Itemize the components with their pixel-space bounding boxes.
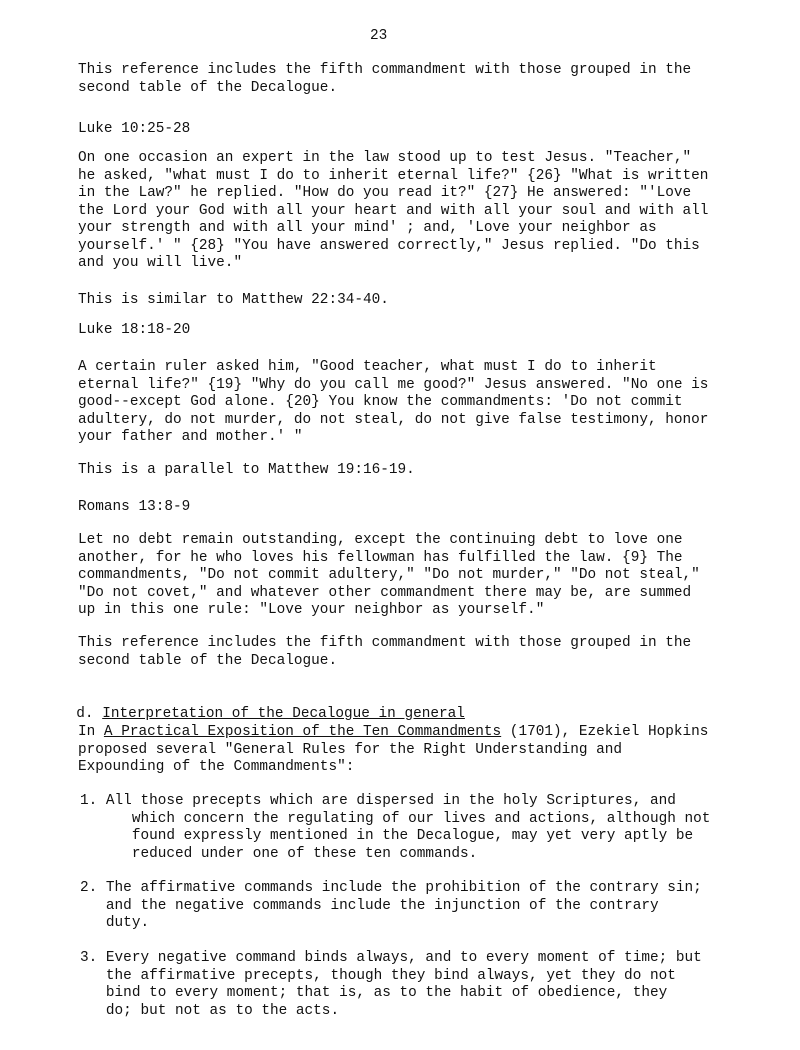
paragraph-parallel-matthew: This is a parallel to Matthew 19:16-19. [78,462,415,478]
intro-rest: (1701), Ezekiel Hopkins proposed several "General Rules for the Right Understanding and Expounding of the Commandments": [78,724,709,775]
intro-lead: In [78,724,104,740]
section-heading-d [59,688,465,723]
rule-text: 3. Every negative command binds always, and to every moment of time; but the affirmative precepts, though they bind always, yet they do not bind to every moment; that is, as to the habit of obedience, they do; but not as to the acts. [80,950,702,1019]
rule-text: 2. The affirmative commands include the prohibition of the contrary sin; and the negative commands include the injunction of the contrary duty. [80,880,702,931]
paragraph-luke-10-text: On one occasion an expert in the law stood up to test Jesus. "Teacher," he asked, "what must I do to inherit eternal life?" {26} "What is written in the Law?" he replied. "How do you read it?" {27} He answered: "'Love the Lord your God with all your heart and with all your soul and with all your strength and with all your mind' ; and, 'Love your neighbor as yourself.' " {28} "You have answered correctly," Jesus replied. "Do this and you will live." [78,150,709,271]
intro-paragraph [78,724,708,777]
book-title: A Practical Exposition of the Ten Commandments [103,724,502,740]
paragraph-similar-matthew: This is similar to Matthew 22:34-40. [78,292,389,308]
section-title: Interpretation of the Decalogue in general [102,705,465,722]
section-marker: d. [76,705,94,722]
paragraph-fifth-commandment-2: This reference includes the fifth commandment with those grouped in the second table of the Decalogue. [78,635,692,669]
page-number: 23 [370,28,388,44]
reference-romans-13: Romans 13:8-9 [78,499,191,515]
reference-luke-18: Luke 18:18-20 [78,322,191,338]
paragraph-fifth-commandment-1: This reference includes the fifth commandment with those grouped in the second table of the Decalogue. [78,62,692,96]
rule-text: 1. All those precepts which are dispersed in the holy Scriptures, and which concern the regulating of our lives and actions, although not found expressly mentioned in the Decalogue, may yet very aptly be reduced under one of these ten commands. [80,793,711,862]
paragraph-luke-18-text: A certain ruler asked him, "Good teacher, what must I do to inherit eternal life?" {19} "Why do you call me good?" Jesus answered. "No one is good--except God alone. {20} You know the commandments: 'Do not commit adultery, do not murder, do not steal, do not give false testimony, honor your father and mother.' " [78,359,709,445]
reference-luke-10: Luke 10:25-28 [78,121,191,137]
paragraph-romans-text: Let no debt remain outstanding, except the continuing debt to love one another, for he who loves his fellowman has fulfilled the law. {9} The commandments, "Do not commit adultery," "Do not murder," "Do not steal," "Do not covet," and whatever other commandment there may be, are summed up in this one rule: "Love your neighbor as yourself." [78,532,700,618]
